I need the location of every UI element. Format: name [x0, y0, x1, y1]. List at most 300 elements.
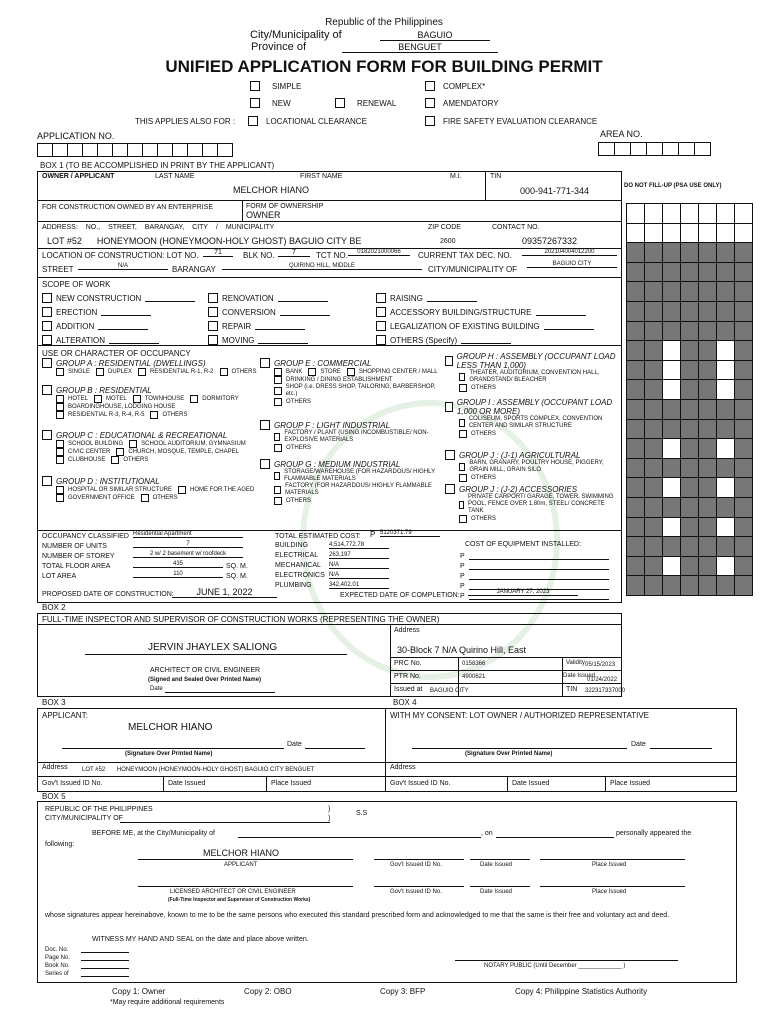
occupancy-item[interactable] — [129, 440, 246, 448]
psa-grid-cell — [698, 242, 717, 263]
inspector-address-label: Address — [394, 627, 420, 634]
psa-grid-cell — [644, 517, 663, 538]
occupancy-item-label: RESIDENTIAL R-3, R-4, R-5 — [68, 411, 145, 418]
occupancy-item[interactable] — [178, 486, 254, 494]
psa-grid-cell — [626, 242, 645, 263]
psa-grid-cell — [698, 281, 717, 302]
validity-value[interactable]: 05/15/2023 — [585, 662, 616, 668]
cost-item-value[interactable]: N/A — [329, 562, 389, 569]
simple-checkbox[interactable] — [250, 81, 260, 91]
psa-grid-cell — [698, 477, 717, 498]
storey-label: NUMBER OF STOREY — [42, 553, 115, 560]
occupancy-item[interactable] — [141, 494, 178, 502]
contact-value[interactable]: 09357267332 — [522, 236, 578, 246]
mi-label: M.I. — [450, 173, 462, 180]
number-box[interactable] — [172, 143, 188, 157]
occupancy-item[interactable] — [111, 456, 148, 464]
complex-checkbox[interactable] — [425, 81, 435, 91]
psa-grid-cell — [626, 262, 645, 283]
occupancy-checkbox[interactable] — [111, 456, 119, 464]
tct-no-value[interactable]: 0182021000066 — [348, 249, 410, 256]
psa-grid-cell — [662, 360, 681, 381]
owner-date-issued-label: Date Issued — [512, 780, 550, 787]
occupancy-group[interactable] — [445, 484, 620, 494]
psa-grid-cell — [662, 262, 681, 283]
occupancy-checkbox[interactable] — [94, 395, 102, 403]
province-value[interactable]: BENGUET — [342, 42, 498, 53]
cost-item-value[interactable]: 263,197 — [329, 552, 389, 559]
occupancy-checkbox[interactable] — [141, 494, 149, 502]
group-title: GROUP F : LIGHT INDUSTRIAL — [274, 420, 391, 430]
floor-area-value[interactable]: 435 — [133, 561, 223, 568]
inspector-date-label: Date — [150, 686, 163, 692]
occupancy-checkbox[interactable] — [459, 430, 467, 438]
group-checkbox[interactable] — [260, 420, 270, 430]
psa-grid-cell — [662, 203, 681, 224]
number-box[interactable] — [142, 143, 158, 157]
psa-grid-cell — [698, 340, 717, 361]
scope-checkbox[interactable] — [42, 293, 52, 303]
occupancy-item[interactable] — [459, 370, 620, 384]
doc-line[interactable] — [81, 963, 129, 969]
scope-checkbox[interactable] — [42, 321, 52, 331]
psa-grid-cell — [734, 281, 753, 302]
occupancy-item[interactable] — [56, 456, 105, 464]
locational-checkbox[interactable] — [248, 116, 258, 126]
tct-no-label: TCT NO. — [316, 251, 348, 260]
scope-item[interactable] — [208, 333, 330, 347]
units-value[interactable]: 7 — [133, 541, 243, 548]
occupancy-checkbox[interactable] — [274, 376, 282, 384]
occupancy-item[interactable] — [459, 460, 620, 474]
form-title: UNIFIED APPLICATION FORM FOR BUILDING PERMIT — [165, 57, 603, 76]
scope-item[interactable] — [42, 333, 195, 347]
equipment-line[interactable] — [469, 573, 609, 580]
box5-republic: REPUBLIC OF THE PHILIPPINES — [45, 806, 153, 813]
owner-name-value[interactable]: MELCHOR HIANO — [233, 185, 310, 195]
occupancy-item[interactable] — [459, 384, 496, 392]
occupancy-checkbox[interactable] — [116, 448, 124, 456]
doc-line[interactable] — [81, 971, 129, 977]
occupancy-item[interactable] — [116, 448, 239, 456]
occupancy-checkbox[interactable] — [459, 501, 464, 509]
occupancy-checkbox[interactable] — [150, 411, 158, 419]
equipment-peso: P — [460, 582, 465, 590]
occupancy-group[interactable] — [260, 358, 440, 368]
inspector-name[interactable]: JERVIN JHAYLEX SALIONG — [148, 642, 278, 653]
number-box[interactable] — [662, 142, 679, 156]
citymun-value[interactable]: BAGUIO CITY — [527, 261, 617, 268]
scope-item-label: RAISING — [390, 293, 423, 303]
psa-grid-cell — [662, 556, 681, 577]
number-box[interactable] — [82, 143, 98, 157]
occupancy-checkbox[interactable] — [56, 448, 64, 456]
number-box[interactable] — [187, 143, 203, 157]
applicant-sign-label: (Signature Over Printed Name) — [125, 751, 213, 757]
occupancy-checkbox[interactable] — [274, 387, 282, 395]
psa-grid-cell — [644, 281, 663, 302]
number-box[interactable] — [157, 143, 173, 157]
occupancy-checkbox[interactable] — [56, 395, 64, 403]
box5-label: BOX 5 — [42, 792, 66, 801]
fire-safety-checkbox[interactable] — [425, 116, 435, 126]
ptr-label: PTR No. — [394, 673, 421, 680]
box5-personally: personally appeared the — [616, 830, 692, 837]
doc-label: Page No. — [45, 955, 71, 961]
occupancy-group[interactable] — [445, 352, 620, 370]
occupancy-item[interactable] — [274, 469, 440, 483]
psa-grid-cell — [680, 399, 699, 420]
group-title: GROUP A : RESIDENTIAL (DWELLINGS) — [56, 358, 206, 368]
prc-value[interactable]: 0158366 — [462, 661, 486, 667]
address-label: ADDRESS: NO., STREET, BARANGAY, CITY / MUNICIPALITY — [42, 224, 275, 231]
psa-grid-cell — [716, 242, 735, 263]
psa-grid-cell — [734, 203, 753, 224]
psa-grid-cell — [626, 223, 645, 244]
occ-classified-value[interactable]: Residential Apartment — [133, 531, 243, 538]
psa-grid-cell — [644, 399, 663, 420]
cost-item-value[interactable]: 342,402.01 — [329, 582, 389, 589]
lot-area-value[interactable]: 110 — [133, 571, 223, 578]
occupancy-item[interactable] — [96, 368, 132, 376]
psa-grid-cell — [680, 497, 699, 518]
psa-grid-cell — [644, 497, 663, 518]
group-checkbox[interactable] — [42, 358, 52, 368]
occupancy-checkbox[interactable] — [220, 368, 228, 376]
occupancy-checkbox[interactable] — [96, 368, 104, 376]
cost-item-value[interactable]: 4,514,772.78 — [329, 542, 389, 549]
number-box[interactable] — [127, 143, 143, 157]
group-checkbox[interactable] — [445, 402, 453, 412]
occupancy-group[interactable] — [445, 398, 620, 416]
occupancy-checkbox[interactable] — [308, 368, 316, 376]
psa-grid-cell — [644, 536, 663, 557]
inspector-address-value[interactable]: 30-Block 7 N/A Quirino Hill, East — [397, 645, 527, 655]
occupancy-checkbox[interactable] — [459, 419, 465, 427]
occupancy-item-label: HOTEL — [68, 395, 89, 402]
occupancy-item[interactable] — [274, 430, 440, 444]
psa-grid-cell — [716, 419, 735, 440]
applicant-address-value[interactable]: LOT #52 HONEYMOON (HONEYMOON-HOLY GHOST) BAGUIO CITY BENGUET — [82, 767, 315, 773]
scope-item-label: ERECTION — [56, 307, 98, 317]
number-box[interactable] — [112, 143, 128, 157]
blk-no-value[interactable]: 7 — [278, 249, 310, 257]
psa-grid-cell — [680, 517, 699, 538]
psa-grid-cell — [644, 575, 663, 596]
scope-checkbox[interactable] — [42, 307, 52, 317]
psa-grid-cell — [716, 517, 735, 538]
occupancy-checkbox[interactable] — [56, 411, 64, 419]
group-checkbox[interactable] — [42, 430, 52, 440]
occupancy-checkbox[interactable] — [129, 440, 137, 448]
occupancy-item-label: HOME FOR THE AGED — [190, 486, 255, 493]
scope-checkbox[interactable] — [208, 307, 218, 317]
owner-tin-value[interactable]: 000-941-771-344 — [520, 186, 590, 196]
scope-checkbox[interactable] — [376, 307, 386, 317]
occupancy-checkbox[interactable] — [56, 368, 64, 376]
occupancy-item[interactable] — [220, 368, 257, 376]
copy1-label: Copy 1: Owner — [112, 987, 166, 996]
psa-grid-cell — [716, 321, 735, 342]
psa-grid-cell — [680, 575, 699, 596]
occupancy-item-label: FACTORY / PLANT (USING INCOMBUSTIBLE/ NON-EXPLOSIVE MATERIALS — [284, 430, 429, 443]
psa-grid-cell — [644, 203, 663, 224]
occupancy-checkbox[interactable] — [274, 486, 281, 494]
scope-item[interactable] — [376, 305, 594, 319]
equipment-line[interactable] — [469, 563, 609, 570]
occupancy-checkbox[interactable] — [459, 515, 467, 523]
equipment-peso: P — [460, 562, 465, 570]
occupancy-group[interactable] — [42, 385, 257, 395]
occupancy-item-label: BARN, GRANARY, POULTRY HOUSE, PIGGERY, GRAIN MILL, GRAIN SILO — [469, 460, 604, 473]
group-checkbox[interactable] — [445, 484, 455, 494]
occupancy-checkbox[interactable] — [56, 440, 64, 448]
application-no-boxes[interactable] — [37, 143, 242, 157]
scope-checkbox[interactable] — [376, 293, 386, 303]
equipment-peso: P — [460, 592, 465, 600]
scope-checkbox[interactable] — [376, 335, 386, 345]
cost-item-value[interactable]: N/A — [329, 572, 389, 579]
occupancy-checkbox[interactable] — [138, 368, 146, 376]
owner-sign-label: (Signature Over Printed Name) — [465, 751, 553, 757]
owner-govt-id-label: Gov't Issued ID No. — [390, 780, 451, 787]
occupancy-checkbox[interactable] — [178, 486, 186, 494]
occupancy-item[interactable] — [56, 448, 110, 456]
proposed-value[interactable]: JUNE 1, 2022 — [172, 587, 277, 598]
occupancy-item[interactable] — [138, 368, 213, 376]
area-no-boxes[interactable] — [598, 142, 720, 156]
psa-grid-cell — [698, 262, 717, 283]
occupancy-group[interactable] — [260, 459, 440, 469]
scope-line — [145, 294, 195, 302]
occupancy-checkbox[interactable] — [56, 494, 64, 502]
occupancy-group[interactable] — [445, 450, 620, 460]
tax-dec-value[interactable]: 20210400401220​0 — [522, 249, 617, 256]
applicant-name[interactable]: MELCHOR HIANO — [128, 722, 213, 733]
number-box[interactable] — [37, 143, 53, 157]
occupancy-item[interactable] — [274, 497, 311, 505]
date-issued-label: Date Issued — [563, 673, 596, 679]
occupancy-checkbox[interactable] — [274, 433, 280, 441]
occupancy-item[interactable] — [459, 515, 496, 523]
zip-value[interactable]: 2600 — [440, 238, 456, 245]
box5-applicant-name[interactable]: MELCHOR HIANO — [203, 848, 280, 858]
occupancy-item[interactable] — [56, 411, 144, 419]
psa-grid-cell — [644, 419, 663, 440]
psa-grid-cell — [698, 321, 717, 342]
occupancy-item[interactable] — [347, 368, 438, 376]
number-box[interactable] — [202, 143, 218, 157]
occupancy-checkbox[interactable] — [190, 395, 198, 403]
psa-grid-cell — [626, 556, 645, 577]
copy2-label: Copy 2: OBO — [244, 987, 292, 996]
occupancy-item[interactable] — [274, 483, 440, 497]
occupancy-item[interactable] — [459, 494, 620, 515]
amendatory-checkbox[interactable] — [425, 98, 435, 108]
doc-line[interactable] — [81, 947, 129, 953]
occupancy-item[interactable] — [459, 416, 620, 430]
occupancy-item[interactable] — [56, 395, 88, 403]
occupancy-checkbox[interactable] — [274, 472, 280, 480]
occupancy-item-label: DORMITORY — [202, 395, 239, 402]
psa-grid-cell — [698, 360, 717, 381]
tin2-value[interactable]: 322317337000 — [585, 688, 626, 694]
ownership-value[interactable]: OWNER — [246, 210, 281, 220]
occupancy-item[interactable] — [459, 474, 496, 482]
occupancy-checkbox[interactable] — [274, 368, 282, 376]
psa-grid-cell — [716, 203, 735, 224]
storey-value[interactable]: 2 w/ 2 basement w/ roofdeck — [133, 551, 243, 558]
units-label: NUMBER OF UNITS — [42, 543, 107, 550]
scope-item[interactable] — [208, 291, 330, 305]
group-checkbox[interactable] — [260, 358, 270, 368]
scope-item-label: ALTERATION — [56, 335, 106, 345]
number-box[interactable] — [52, 143, 68, 157]
box5-govt-id-label: Gov't Issued ID No. — [390, 862, 442, 868]
scope-item[interactable] — [376, 291, 594, 305]
group-title: GROUP G : MEDIUM INDUSTRIAL — [274, 459, 401, 469]
occupancy-checkbox[interactable] — [274, 398, 282, 406]
scope-item[interactable] — [42, 319, 195, 333]
group-title: GROUP D : INSTITUTIONAL — [56, 476, 160, 486]
number-box[interactable] — [217, 143, 233, 157]
occupancy-item[interactable] — [274, 368, 302, 376]
number-box[interactable] — [97, 143, 113, 157]
lot-no-value[interactable]: 71 — [203, 249, 233, 257]
group-title: GROUP C : EDUCATIONAL & RECREATIONAL — [56, 430, 228, 440]
cost-value[interactable]: 5120371.79 — [380, 530, 440, 537]
group-checkbox[interactable] — [445, 450, 455, 460]
scope-checkbox[interactable] — [376, 321, 386, 331]
expected-value[interactable]: JANUARY 27, 2023 — [468, 589, 578, 596]
issued-at-value[interactable]: BAGUIO CITY — [430, 688, 469, 694]
occupancy-checkbox[interactable] — [133, 395, 141, 403]
doc-line[interactable] — [81, 955, 129, 961]
scope-item[interactable] — [376, 319, 594, 333]
scope-checkbox[interactable] — [208, 335, 218, 345]
city-value[interactable]: BAGUIO — [380, 30, 490, 41]
occupancy-item-label: FACTORY (FOR HAZARDOUS/ HIGHLY FLAMMABLE MATERIALS — [285, 483, 432, 496]
occupancy-item[interactable] — [56, 368, 90, 376]
scope-item[interactable] — [376, 333, 594, 347]
group-checkbox[interactable] — [42, 476, 52, 486]
applicant-place-issued-label: Place Issued — [271, 780, 312, 787]
psa-grid-cell — [626, 281, 645, 302]
scope-line — [109, 336, 159, 344]
proposed-label: PROPOSED DATE OF CONSTRUCTION: — [42, 591, 174, 598]
occupancy-checkbox[interactable] — [56, 456, 64, 464]
number-box[interactable] — [67, 143, 83, 157]
scope-item-label: LEGALIZATION OF EXISTING BUILDING — [390, 321, 540, 331]
occupancy-checkbox[interactable] — [56, 486, 64, 494]
new-checkbox[interactable] — [250, 98, 260, 108]
box5-architect-sub: (Full-Time Inspector and Supervisor of Construction Works) — [168, 897, 311, 903]
occupancy-item-label: SCHOOL BUILDING — [68, 440, 124, 447]
occupancy-checkbox[interactable] — [459, 474, 467, 482]
occupancy-item[interactable] — [56, 403, 175, 411]
occupancy-item[interactable] — [190, 395, 238, 403]
occupancy-checkbox[interactable] — [274, 444, 282, 452]
psa-grid-cell — [698, 301, 717, 322]
equipment-line[interactable] — [469, 553, 609, 560]
psa-grid-cell — [734, 340, 753, 361]
occupancy-item[interactable] — [274, 398, 311, 406]
occupancy-item[interactable] — [308, 368, 341, 376]
occupancy-item[interactable] — [94, 395, 127, 403]
occupancy-item-label: OTHERS — [471, 515, 497, 522]
scope-item[interactable] — [42, 305, 195, 319]
occupancy-checkbox[interactable] — [459, 463, 465, 471]
validity-label: Validity — [566, 660, 585, 666]
group-checkbox[interactable] — [445, 356, 453, 366]
group-title: GROUP I : ASSEMBLY (OCCUPANT LOAD 1,000 OR MORE) — [456, 398, 613, 416]
occupancy-item[interactable] — [459, 430, 496, 438]
occupancy-item[interactable] — [274, 444, 311, 452]
occupancy-item[interactable] — [150, 411, 187, 419]
scope-item[interactable] — [208, 305, 330, 319]
occupancy-group[interactable] — [42, 430, 257, 440]
date-issued-value[interactable]: 01/24/2022 — [587, 677, 618, 683]
scope-checkbox[interactable] — [42, 335, 52, 345]
occupancy-checkbox[interactable] — [56, 403, 64, 411]
barangay-value[interactable]: QUIRINO HILL, MIDDLE — [222, 263, 422, 270]
scope-item[interactable] — [42, 291, 195, 305]
renewal-checkbox[interactable] — [335, 98, 345, 108]
occupancy-item[interactable] — [274, 376, 393, 384]
occupancy-item[interactable] — [56, 486, 172, 494]
scope-item[interactable] — [208, 319, 330, 333]
psa-grid-cell — [734, 438, 753, 459]
number-box[interactable] — [630, 142, 647, 156]
psa-grid-cell — [716, 477, 735, 498]
scope-checkbox[interactable] — [208, 293, 218, 303]
number-box[interactable] — [598, 142, 615, 156]
number-box[interactable] — [678, 142, 695, 156]
occupancy-item[interactable] — [274, 384, 440, 398]
psa-grid-cell — [644, 477, 663, 498]
city-label: City/Municipality of — [250, 29, 342, 41]
scope-checkbox[interactable] — [208, 321, 218, 331]
psa-grid-cell — [680, 379, 699, 400]
group-checkbox[interactable] — [42, 385, 52, 395]
occupancy-item[interactable] — [56, 494, 135, 502]
psa-grid-cell — [734, 399, 753, 420]
number-box[interactable] — [694, 142, 711, 156]
psa-grid-cell — [680, 360, 699, 381]
number-box[interactable] — [646, 142, 663, 156]
occupancy-group[interactable] — [260, 420, 440, 430]
address-value[interactable]: LOT #52 HONEYMOON (HONEYMOON-HOLY GHOST) BAGUIO CITY BE — [47, 236, 362, 246]
number-box[interactable] — [614, 142, 631, 156]
occupancy-item-label: DUPLEX — [108, 368, 133, 375]
prc-label: PRC No. — [394, 660, 422, 667]
occupancy-group[interactable] — [42, 358, 257, 368]
occupancy-checkbox[interactable] — [459, 384, 467, 392]
occupancy-checkbox[interactable] — [347, 368, 355, 376]
ptr-value[interactable]: 4900621 — [462, 674, 486, 680]
group-checkbox[interactable] — [260, 459, 270, 469]
psa-grid-cell — [626, 321, 645, 342]
occupancy-item[interactable] — [56, 440, 123, 448]
occupancy-checkbox[interactable] — [459, 373, 465, 381]
occupancy-group[interactable] — [42, 476, 257, 486]
psa-grid-cell — [698, 438, 717, 459]
psa-grid-cell — [662, 399, 681, 420]
occupancy-checkbox[interactable] — [274, 497, 282, 505]
street-value[interactable]: N/A — [78, 263, 168, 270]
occupancy-item-label: SHOPPING CENTER / MALL — [358, 368, 438, 375]
occupancy-item[interactable] — [133, 395, 185, 403]
